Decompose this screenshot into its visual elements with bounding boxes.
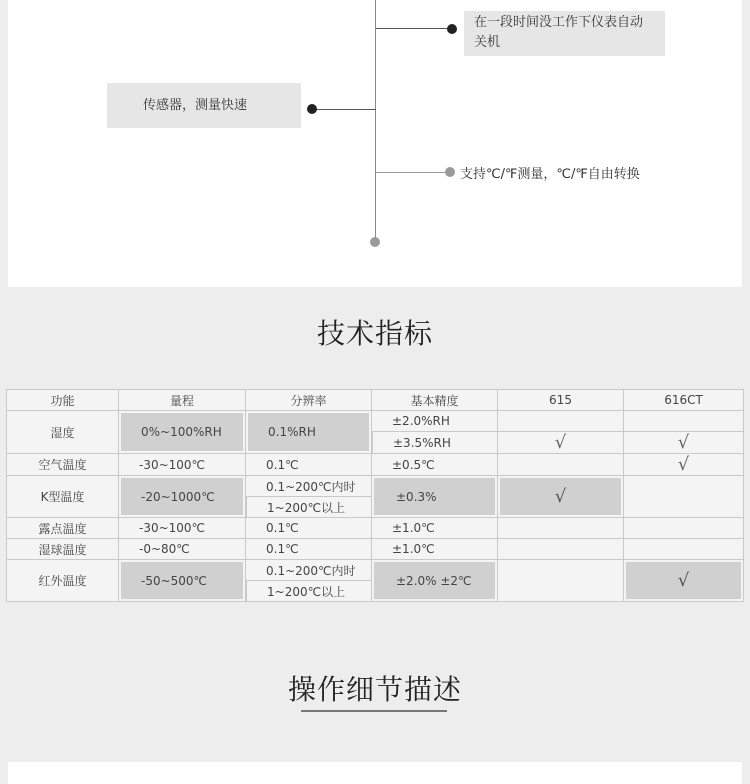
func-wet-temp: 湿球温度 [6,539,119,560]
615-dew-temp [498,518,624,539]
res-ir-temp-2: 1~200℃以上 [246,581,372,602]
table-row [6,476,744,497]
616ct-humidity-1 [624,411,744,432]
acc-humidity-1: ±2.0%RH [372,411,498,432]
table-row [6,411,744,432]
res-ir-temp-1: 0.1~200℃内时 [246,560,372,581]
acc-humidity-2: ±3.5%RH [372,432,498,454]
acc-air-temp: ±0.5℃ [372,454,498,476]
func-ir-temp: 红外温度 [6,560,119,602]
table-row [6,518,744,539]
auto-power-off-note: 在一段时间没工作下仪表自动关机 [464,11,665,56]
spec-table [6,389,744,602]
connector-dot-left [307,104,317,114]
res-wet-temp: 0.1℃ [246,539,372,560]
616ct-dew-temp [624,518,744,539]
acc-wet-temp: ±1.0℃ [372,539,498,560]
check-icon: √ [498,432,624,454]
res-humidity-cell [246,411,372,454]
connector-line-right [376,172,450,173]
res-k-temp-1: 0.1~200℃内时 [246,476,372,497]
615-wet-temp [498,539,624,560]
range-humidity-cell [119,411,246,454]
check-icon: √ [624,454,744,476]
header-model-616ct: 616CT [624,389,744,411]
res-humidity: 0.1%RH [248,413,369,451]
spec-section-title: 技术指标 [316,317,433,350]
range-ir-temp-cell [119,560,246,602]
connector-line-left [312,109,376,110]
header-range: 量程 [119,389,246,411]
acc-ir-temp-cell [372,560,498,602]
res-air-temp: 0.1℃ [246,454,372,476]
ops-section-title: 操作细节描述 [287,673,462,706]
616ct-wet-temp [624,539,744,560]
range-k-temp: -20~1000℃ [121,478,243,515]
table-row [6,539,744,560]
func-air-temp: 空气温度 [6,454,119,476]
table-header-row [6,389,744,411]
unit-switch-note: 支持℃/℉测量，℃/℉自由转换 [460,167,640,182]
diagram-axis-line [375,0,376,242]
acc-k-temp: ±0.3% [374,478,495,515]
616ct-k-temp [624,476,744,518]
func-k-temp: K型温度 [6,476,119,518]
connector-line-top [376,28,452,29]
res-k-temp-2: 1~200℃以上 [246,497,372,518]
615-humidity-1 [498,411,624,432]
res-dew-temp: 0.1℃ [246,518,372,539]
acc-k-temp-cell [372,476,498,518]
616ct-ir-temp-cell [624,560,744,602]
range-k-temp-cell [119,476,246,518]
header-model-615: 615 [498,389,624,411]
ops-title-underline [301,710,447,712]
func-dew-temp: 露点温度 [6,518,119,539]
range-wet-temp: -0~80℃ [119,539,246,560]
615-air-temp [498,454,624,476]
acc-dew-temp: ±1.0℃ [372,518,498,539]
table-row [6,454,744,476]
header-resolution: 分辨率 [246,389,372,411]
connector-dot-top [447,24,457,34]
range-ir-temp: -50~500℃ [121,562,243,599]
header-accuracy: 基本精度 [372,389,498,411]
axis-end-dot [370,237,380,247]
check-icon: √ [500,478,621,515]
615-ir-temp [498,560,624,602]
connector-dot-right [445,167,455,177]
range-air-temp: -30~100℃ [119,454,246,476]
table-row [6,560,744,581]
func-humidity: 湿度 [6,411,119,454]
range-humidity: 0%~100%RH [121,413,243,451]
check-icon: √ [626,562,741,599]
check-icon: √ [624,432,744,454]
bottom-panel [8,762,742,784]
range-dew-temp: -30~100℃ [119,518,246,539]
615-k-temp-cell [498,476,624,518]
header-function: 功能 [6,389,119,411]
acc-ir-temp: ±2.0% ±2℃ [374,562,495,599]
sensor-note: 传感器，测量快速 [107,83,301,128]
